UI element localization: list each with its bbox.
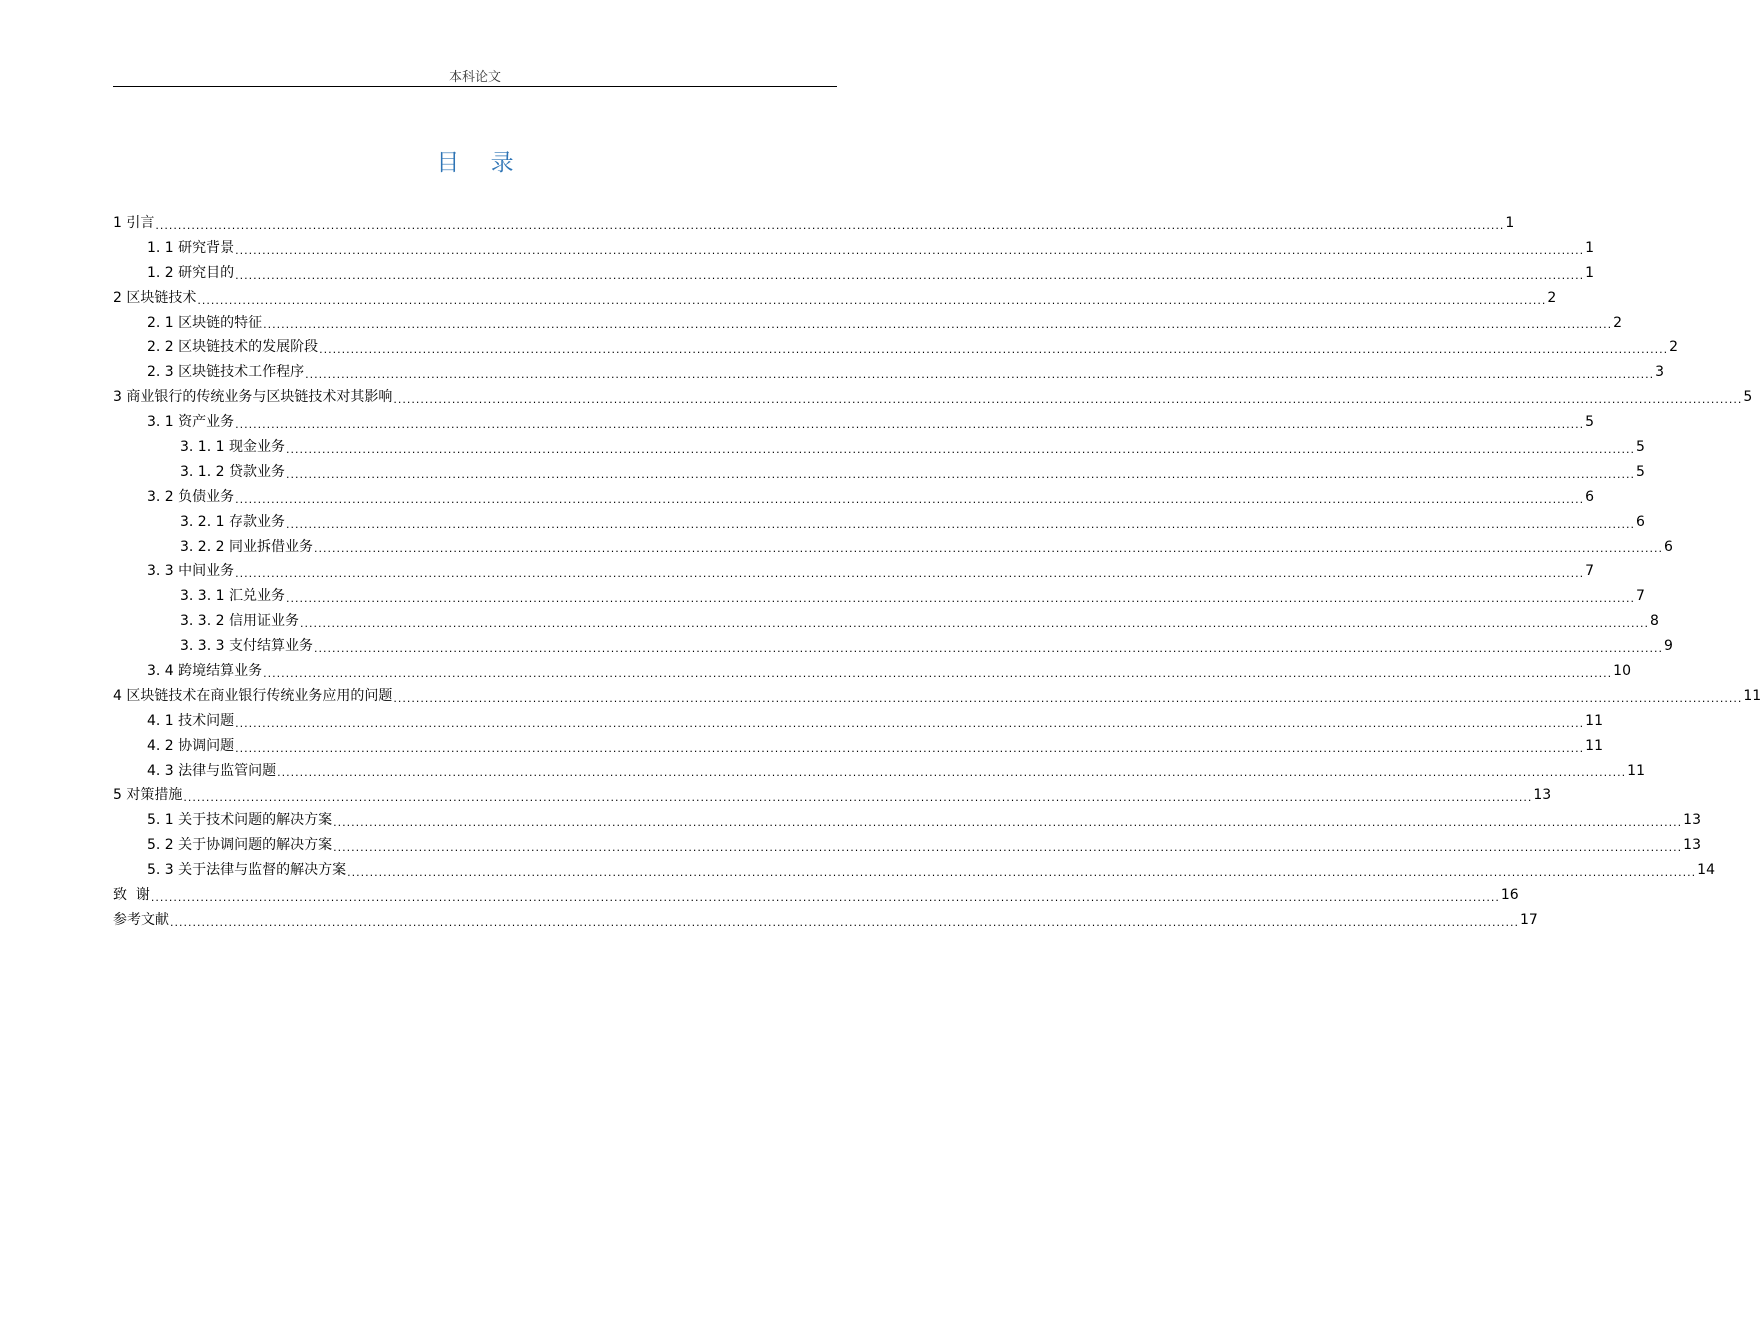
toc-entry-title: 参考文献: [113, 911, 169, 928]
toc-entry-page: 11: [1585, 737, 1603, 754]
toc-entry[interactable]: [113, 609, 1659, 634]
toc-entry-page: 10: [1613, 663, 1631, 680]
toc-entry-page: 11: [1743, 687, 1761, 704]
toc-entry-title: 4. 2 协调问题: [147, 737, 235, 754]
toc-entry-page: 6: [1635, 513, 1645, 530]
toc-entry-page: 1: [1505, 214, 1515, 231]
toc-entry-title: 1. 2 研究目的: [147, 264, 235, 281]
toc-leader-dots: ............................................................................................................................................................................................................................................................................................................: [235, 567, 1585, 581]
toc-entry[interactable]: [113, 584, 1645, 609]
toc-entry-page: 2: [1669, 339, 1679, 356]
toc-entry-title: 5. 3 关于法律与监督的解决方案: [147, 862, 347, 879]
toc-title: 目 录: [436, 150, 526, 176]
toc-leader-dots: ............................................................................................................................................................................................................................................................................................................: [235, 418, 1585, 432]
toc-entry-title: 3. 2. 2 同业拆借业务: [180, 538, 313, 555]
toc-leader-dots: ............................................................................................................................................................................................................................................................................................................: [235, 492, 1585, 506]
toc-entry-title: 3. 3. 2 信用证业务: [180, 613, 299, 630]
toc-leader-dots: ............................................................................................................................................................................................................................................................................................................: [313, 542, 1663, 556]
toc-entry-title: 2. 1 区块链的特征: [147, 314, 263, 331]
toc-entry-title: 2. 3 区块链技术工作程序: [147, 364, 305, 381]
toc-entry-page: 5: [1743, 389, 1753, 406]
toc-leader-dots: ............................................................................................................................................................................................................................................................................................................: [183, 791, 1533, 805]
toc-leader-dots: ............................................................................................................................................................................................................................................................................................................: [235, 741, 1585, 755]
toc-leader-dots: ............................................................................................................................................................................................................................................................................................................: [235, 243, 1585, 257]
toc-entry[interactable]: [113, 410, 1595, 435]
toc-entry-page: 5: [1635, 463, 1645, 480]
toc-entry-title: 致 谢: [113, 887, 150, 904]
toc-entry[interactable]: [113, 435, 1645, 460]
toc-entry-page: 6: [1585, 488, 1595, 505]
toc-entry-title: 5 对策措施: [113, 787, 183, 804]
toc-leader-dots: ............................................................................................................................................................................................................................................................................................................: [333, 841, 1683, 855]
toc-entry-page: 2: [1613, 314, 1623, 331]
toc-entry-title: 3. 4 跨境结算业务: [147, 663, 263, 680]
toc-entry[interactable]: [113, 311, 1623, 336]
toc-entry-page: 1: [1585, 239, 1595, 256]
toc-entry-page: 9: [1663, 638, 1673, 655]
toc-entry-title: 3. 2 负债业务: [147, 488, 235, 505]
toc-entry-page: 13: [1683, 812, 1701, 829]
toc-entry-page: 2: [1547, 289, 1557, 306]
toc-entry-title: 3. 2. 1 存款业务: [180, 513, 285, 530]
toc-entry[interactable]: [113, 684, 1761, 709]
toc-entry-page: 8: [1649, 613, 1659, 630]
toc-leader-dots: ............................................................................................................................................................................................................................................................................................................: [305, 368, 1655, 382]
toc-entry[interactable]: [113, 559, 1595, 584]
toc-entry-page: 6: [1663, 538, 1673, 555]
toc-entry[interactable]: [113, 709, 1603, 734]
header-divider: [113, 86, 837, 87]
toc-entry[interactable]: [113, 211, 1515, 236]
toc-entry[interactable]: [113, 783, 1552, 808]
toc-entry-title: 4. 1 技术问题: [147, 712, 235, 729]
toc-entry-title: 2. 2 区块链技术的发展阶段: [147, 339, 319, 356]
toc-entry-title: 2 区块链技术: [113, 289, 197, 306]
toc-leader-dots: ............................................................................................................................................................................................................................................................................................................: [285, 517, 1635, 531]
toc-leader-dots: ............................................................................................................................................................................................................................................................................................................: [263, 666, 1613, 680]
toc-entry[interactable]: [113, 236, 1595, 261]
toc-leader-dots: ............................................................................................................................................................................................................................................................................................................: [150, 890, 1500, 904]
toc-entry-page: 11: [1627, 762, 1645, 779]
toc-entry-page: 13: [1683, 837, 1701, 854]
toc-entry-page: 13: [1533, 787, 1552, 804]
toc-entry-page: 5: [1585, 414, 1595, 431]
toc-entry[interactable]: [113, 335, 1679, 360]
toc-entry-title: 4 区块链技术在商业银行传统业务应用的问题: [113, 687, 393, 704]
toc-entry[interactable]: [113, 808, 1701, 833]
toc-entry[interactable]: [113, 485, 1595, 510]
toc-entry-page: 14: [1697, 862, 1715, 879]
toc-entry[interactable]: [113, 286, 1557, 311]
toc-entry-title: 5. 2 关于协调问题的解决方案: [147, 837, 333, 854]
toc-entry[interactable]: [113, 833, 1701, 858]
toc-leader-dots: ............................................................................................................................................................................................................................................................................................................: [285, 467, 1635, 481]
toc-entry-title: 4. 3 法律与监管问题: [147, 762, 277, 779]
toc-leader-dots: ............................................................................................................................................................................................................................................................................................................: [277, 766, 1627, 780]
toc-entry-page: 11: [1585, 712, 1603, 729]
toc-leader-dots: ............................................................................................................................................................................................................................................................................................................: [393, 691, 1743, 705]
toc-entry[interactable]: [113, 634, 1673, 659]
toc-entry-page: 5: [1635, 439, 1645, 455]
toc-leader-dots: ............................................................................................................................................................................................................................................................................................................: [235, 268, 1585, 282]
toc-entry-title: 3. 3. 3 支付结算业务: [180, 638, 313, 655]
toc-entry-page: 3: [1655, 364, 1665, 381]
toc-leader-dots: ............................................................................................................................................................................................................................................................................................................: [347, 866, 1697, 880]
toc-leader-dots: ............................................................................................................................................................................................................................................................................................................: [235, 716, 1585, 730]
toc-entry[interactable]: [113, 510, 1645, 535]
toc-entry[interactable]: [113, 759, 1645, 784]
toc-entry-title: 1. 1 研究背景: [147, 239, 235, 256]
toc-leader-dots: ............................................................................................................................................................................................................................................................................................................: [170, 915, 1519, 929]
toc-entry[interactable]: [113, 883, 1519, 908]
toc-entry-title: 1 引言: [113, 214, 155, 231]
toc-leader-dots: ............................................................................................................................................................................................................................................................................................................: [285, 592, 1635, 606]
toc-entry[interactable]: [113, 385, 1753, 410]
toc-entry[interactable]: [113, 858, 1715, 883]
toc-entry-title: 3. 3 中间业务: [147, 563, 235, 580]
toc-entry[interactable]: [113, 659, 1631, 684]
toc-entry-page: 7: [1635, 588, 1645, 605]
toc-leader-dots: ............................................................................................................................................................................................................................................................................................................: [263, 318, 1613, 332]
toc-entry[interactable]: [113, 535, 1673, 560]
toc-leader-dots: ............................................................................................................................................................................................................................................................................................................: [313, 642, 1663, 656]
toc-entry-title: 3. 1 资产业务: [147, 414, 235, 431]
toc-entry[interactable]: [113, 261, 1595, 286]
toc-entry-page: 17: [1519, 911, 1538, 928]
toc-entry-page: 7: [1585, 563, 1595, 580]
toc-entry[interactable]: [113, 460, 1645, 485]
toc-leader-dots: ............................................................................................................................................................................................................................................................................................................: [393, 393, 1743, 407]
toc-entry-title: 5. 1 关于技术问题的解决方案: [147, 812, 333, 829]
table-of-contents: [113, 211, 1761, 933]
toc-leader-dots: ............................................................................................................................................................................................................................................................................................................: [197, 293, 1547, 307]
toc-entry-title: 3. 1. 2 贷款业务: [180, 463, 285, 480]
toc-leader-dots: ............................................................................................................................................................................................................................................................................................................: [155, 218, 1505, 232]
toc-leader-dots: ............................................................................................................................................................................................................................................................................................................: [333, 816, 1683, 830]
toc-entry-title: 3. 1. 1 现金业务: [180, 439, 285, 455]
page-header: 本科论文: [448, 70, 501, 85]
toc-entry[interactable]: [113, 360, 1665, 385]
toc-leader-dots: ............................................................................................................................................................................................................................................................................................................: [299, 617, 1649, 631]
toc-entry-page: 1: [1585, 264, 1595, 281]
toc-entry[interactable]: [113, 908, 1538, 933]
toc-leader-dots: ............................................................................................................................................................................................................................................................................................................: [285, 442, 1635, 456]
toc-entry-title: 3. 3. 1 汇兑业务: [180, 588, 285, 605]
toc-entry-title: 3 商业银行的传统业务与区块链技术对其影响: [113, 389, 393, 406]
toc-entry[interactable]: [113, 734, 1603, 759]
toc-leader-dots: ............................................................................................................................................................................................................................................................................................................: [319, 343, 1669, 357]
toc-entry-page: 16: [1500, 887, 1519, 904]
